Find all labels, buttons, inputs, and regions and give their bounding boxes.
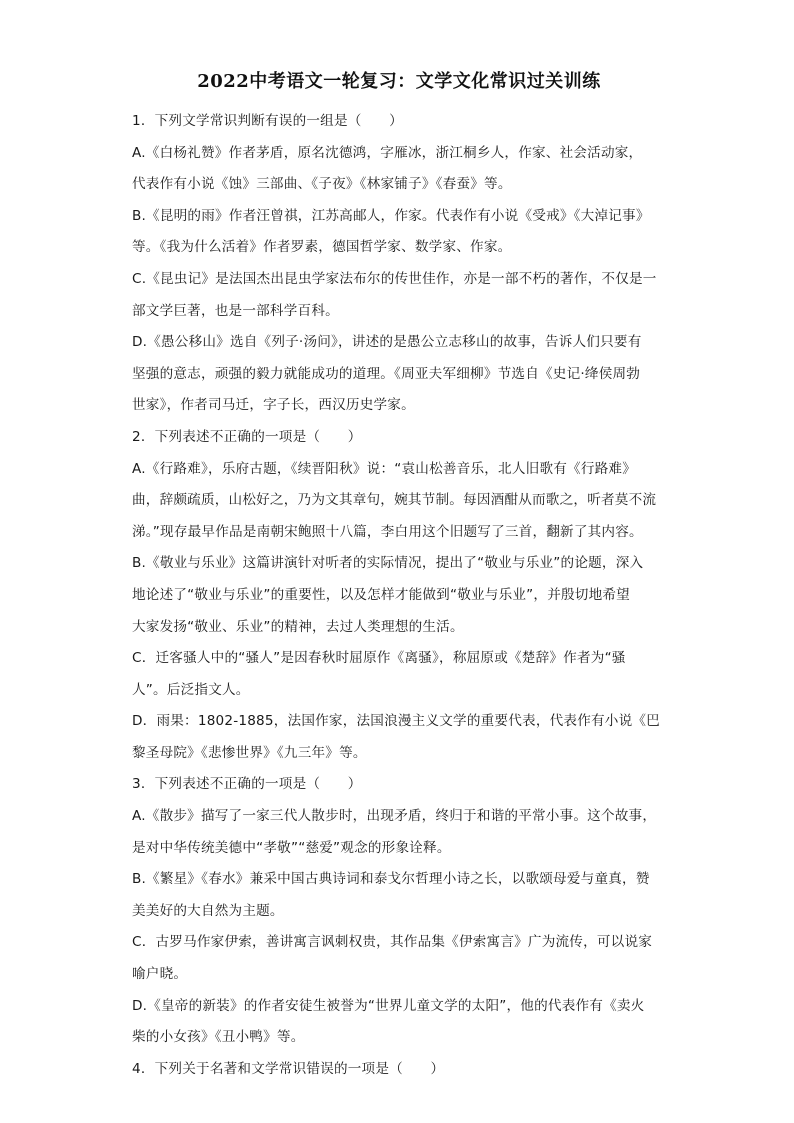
question-1-option-d-line-2: 坚强的意志，顽强的毅力就能成功的道理。《周亚夫军细柳》节选自《史记·绛侯周勃	[132, 365, 641, 382]
question-2-option-a-line-3: 涕。”现存最早作品是南朝宋鲍照十八篇，李白用这个旧题写了三首，翻新了其内容。	[132, 523, 643, 540]
question-2-stem: 2．下列表述不正确的一项是（ ）	[132, 428, 362, 445]
question-1-option-c-line-1: C.《昆虫记》是法国杰出昆虫学家法布尔的传世佳作，亦是一部不朽的著作，不仅是一	[132, 270, 657, 287]
question-2-option-a-line-2: 曲，辞颇疏质，山松好之，乃为文其章句，婉其节制。每因酒酣从而歌之，听者莫不流	[132, 492, 657, 509]
question-3-option-c-line-2: 喻户晓。	[132, 966, 188, 983]
question-3-option-a-line-1: A.《散步》描写了一家三代人散步时，出现矛盾，终归于和谐的平常小事。这个故事，	[132, 808, 657, 825]
question-3-option-b-line-1: B.《繁星》《春水》兼采中国古典诗词和泰戈尔哲理小诗之长，以歌颂母爱与童真，赞	[132, 871, 650, 888]
question-2-option-c-line-2: 人”。后泛指文人。	[132, 681, 250, 698]
question-3-option-c-line-1: C．古罗马作家伊索，善讲寓言讽刺权贵，其作品集《伊索寓言》广为流传，可以说家	[132, 934, 653, 951]
question-1-option-c-line-2: 部文学巨著，也是一部科学百科。	[132, 302, 339, 319]
question-1-option-a-line-1: A.《白杨礼赞》作者茅盾，原名沈德鸿，字雁冰，浙江桐乡人，作家、社会活动家，	[132, 144, 643, 161]
question-1-option-b-line-1: B.《昆明的雨》作者汪曾祺，江苏高邮人，作家。代表作有小说《受戒》《大淖记事》	[132, 207, 650, 224]
question-4	[132, 1054, 666, 1086]
question-3-stem: 3．下列表述不正确的一项是（ ）	[132, 776, 362, 793]
document-title: 2022中考语文一轮复习：文学文化常识过关训练	[197, 71, 601, 92]
question-2-option-b-line-1: B.《敬业与乐业》这篇讲演针对听者的实际情况，提出了“敬业与乐业”的论题，深入	[132, 555, 644, 572]
question-1-option-a-line-2: 代表作有小说《蚀》三部曲、《子夜》《林家铺子》《春蚕》等。	[132, 176, 512, 193]
question-4-stem: 4．下列关于名著和文学常识错误的一项是（ ）	[132, 1060, 445, 1077]
question-3-option-d-line-1: D.《皇帝的新装》的作者安徒生被誉为“世界儿童文学的太阳”，他的代表作有《卖火	[132, 997, 645, 1014]
question-2-option-c-line-1: C．迁客骚人中的“骚人”是因春秋时屈原作《离骚》，称屈原或《楚辞》作者为“骚	[132, 650, 626, 667]
question-3-option-a-line-2: 是对中华传统美德中“孝敬”“慈爱”观念的形象诠释。	[132, 839, 451, 856]
question-1-option-d-line-1: D.《愚公移山》选自《列子·汤问》，讲述的是愚公立志移山的故事，告诉人们只要有	[132, 334, 642, 351]
question-3-option-d-line-2: 柴的小女孩》《丑小鸭》等。	[132, 1029, 305, 1046]
question-2	[132, 422, 666, 770]
question-2-option-b-line-2: 地论述了“敬业与乐业”的重要性，以及怎样才能做到“敬业与乐业”，并殷切地希望	[132, 586, 630, 603]
question-2-option-b-line-3: 大家发扬“敬业、乐业”的精神，去过人类理想的生活。	[132, 618, 464, 635]
question-1-option-b-line-2: 等。《我为什么活着》作者罗素，德国哲学家、数学家、作家。	[132, 239, 512, 256]
question-1	[132, 106, 666, 422]
question-2-option-a-line-1: A.《行路难》，乐府古题，《续晋阳秋》说：“袁山松善音乐，北人旧歌有《行路难》	[132, 460, 636, 477]
question-1-option-d-line-3: 世家》，作者司马迁，字子长，西汉历史学家。	[132, 397, 415, 414]
question-2-option-d-line-2: 黎圣母院》《悲惨世界》《九三年》等。	[132, 744, 367, 761]
question-3-option-b-line-2: 美美好的大自然为主题。	[132, 902, 284, 919]
question-3	[132, 769, 666, 1053]
question-1-stem: 1．下列文学常识判断有误的一组是（ ）	[132, 113, 403, 129]
question-2-option-d-line-1: D．雨果：1802-1885，法国作家，法国浪漫主义文学的重要代表，代表作有小说《巴	[132, 713, 660, 730]
